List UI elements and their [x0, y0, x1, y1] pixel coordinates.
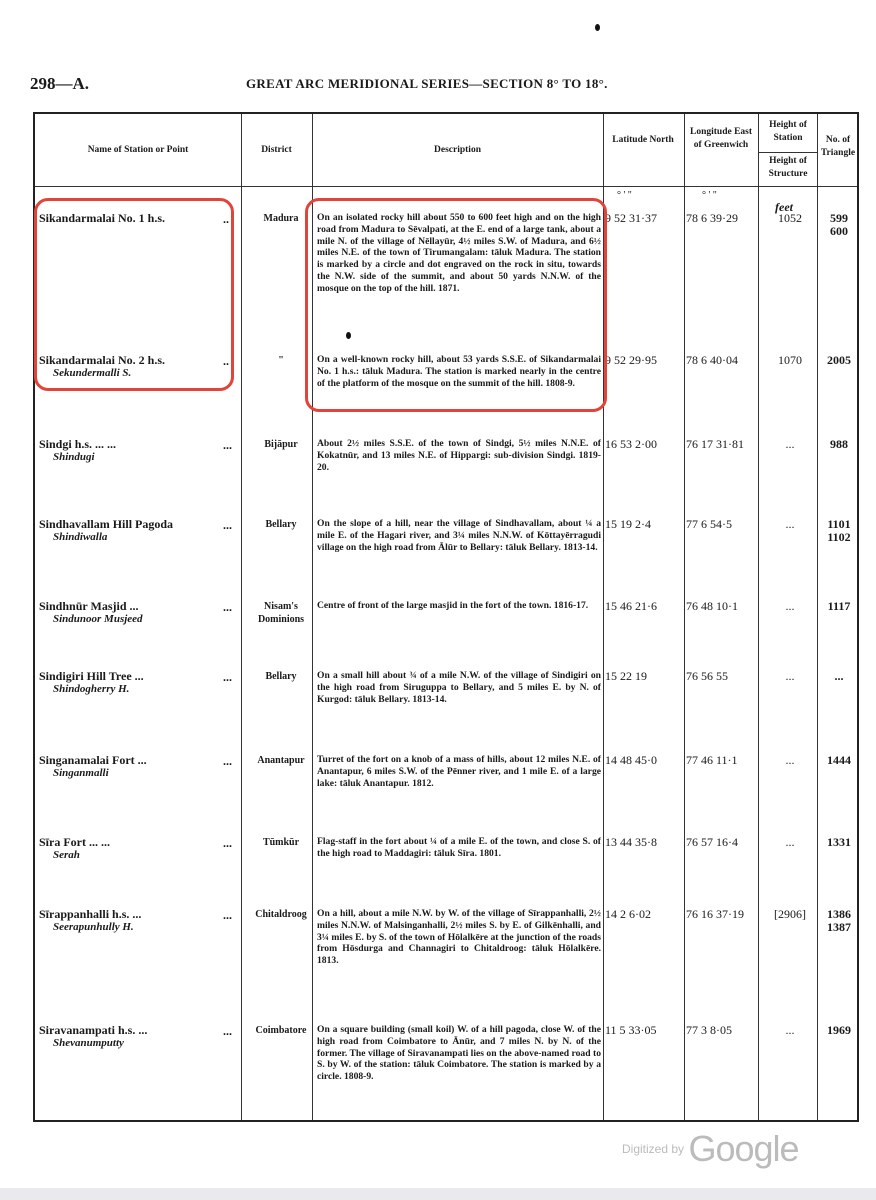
station-name-block: [39, 754, 239, 780]
station-name: Sindhnūr Masjid ...: [39, 599, 139, 613]
longitude: 76 56 55: [686, 669, 728, 683]
triangle-number: 1101 1102: [827, 517, 851, 544]
district: Nisam's Dominions: [257, 601, 305, 625]
station-name-block: [39, 836, 239, 862]
station-name: Sikandarmalai No. 1 h.s.: [39, 211, 166, 225]
station-name-block: [39, 518, 239, 544]
district: Madura: [263, 213, 299, 224]
height-units: feet: [775, 200, 793, 214]
column-divider: [817, 114, 818, 1120]
description: Flag-staff in the fort about ¼ of a mile E. of the town, and close S. of the high road to Maddagiri: tāluk Sīra. 1801.: [317, 836, 601, 859]
leader-dots: ..: [223, 212, 229, 226]
longitude: 78 6 40·04: [686, 353, 738, 367]
district: ": [278, 355, 284, 366]
district: Tūmkūr: [262, 837, 300, 848]
latitude: 16 53 2·00: [605, 437, 657, 451]
station-name: Sindgi h.s. ... ...: [39, 437, 117, 451]
description: On a hill, about a mile N.W. by W. of the village of Sīrappanhalli, 2½ miles N.N.W. of Malsinganhalli, 2½ miles S. by E. of Gilkēnhalli, and 3¼ miles E. by S. of the town of Hōlalkēre at the junction of the roads from Hōsdurga and Channagiri to Chitaldroog: tāluk Hōlalkēre. 1813.: [317, 908, 601, 967]
google-logo: Google: [688, 1128, 799, 1169]
longitude: 78 6 39·29: [686, 211, 738, 225]
height-subdivider: [758, 152, 817, 153]
station-alt-name: Sindunoor Musjeed: [53, 613, 143, 625]
station-name-block: [39, 670, 239, 696]
district: Bellary: [265, 671, 297, 682]
bottom-strip: [0, 1188, 876, 1200]
district: Coimbatore: [255, 1025, 307, 1036]
height: ...: [785, 669, 795, 683]
highlight-names-box: [34, 198, 234, 391]
header-divider: [35, 186, 857, 187]
leader-dots: ...: [223, 518, 232, 532]
column-divider: [241, 114, 242, 1120]
longitude: 76 57 16·4: [686, 835, 738, 849]
ink-speck: [346, 332, 351, 339]
latitude: 13 44 35·8: [605, 835, 657, 849]
height: ...: [785, 437, 795, 451]
description: On a well-known rocky hill, about 53 yards S.S.E. of Sikandarmalai No. 1 h.s.: tāluk Madura. The station is marked nearly in the centre of the platform of the mosque on the summit of the hill. 1808-9.: [317, 354, 601, 389]
station-alt-name: Serah: [53, 849, 80, 861]
station-alt-name: Shevanumputty: [53, 1037, 124, 1049]
station-alt-name: Sekundermalli S.: [53, 367, 132, 379]
triangle-number: 1444: [827, 753, 851, 767]
station-name: Sindhavallam Hill Pagoda: [39, 517, 174, 531]
district: Chitaldroog: [255, 909, 307, 920]
station-name-block: [39, 600, 239, 626]
station-name-block: [39, 1024, 239, 1050]
description: On an isolated rocky hill about 550 to 600 feet high and on the high road from Madura to Sēvalpati, at the E. end of a large tank, about a mile N. of the village of Nēllayūr, 4½ miles S.W. of Madura, and 6½ miles N.E. of the town of Tirumangalam: tāluk Madura. The station is marked by a circle and dot engraved on the rock in situ, towards the N.W. side of the summit, and about 50 yards N.N.W. of the mosque on the top of the hill. 1871.: [317, 212, 601, 294]
column-divider: [684, 114, 685, 1120]
triangle-number: 988: [830, 437, 848, 451]
height: ...: [785, 599, 795, 613]
district: Bijāpur: [264, 439, 298, 450]
station-alt-name: Shindugi: [53, 451, 95, 463]
triangle-number: 1969: [827, 1023, 851, 1037]
station-name: Sīrappanhalli h.s. ...: [39, 907, 142, 921]
station-alt-name: Singanmalli: [53, 767, 109, 779]
station-alt-name: Seerapunhully H.: [53, 921, 134, 933]
watermark-by: Digitized by: [622, 1142, 685, 1156]
latitude: 9 52 29·95: [605, 353, 657, 367]
district: Bellary: [265, 519, 297, 530]
leader-dots: ...: [223, 438, 232, 452]
leader-dots: ...: [223, 1024, 232, 1038]
height: 1070: [778, 353, 802, 367]
leader-dots: ...: [223, 836, 232, 850]
header-latitude: Latitude North: [612, 135, 674, 145]
triangle-number: 1386 1387: [827, 907, 851, 934]
column-divider: [758, 114, 759, 1120]
header-height-structure: Height of Structure: [768, 156, 808, 179]
description: On the slope of a hill, near the village of Sindhavallam, about ¼ a mile E. of the Hagari river, and 3¼ miles N.N.W. of Kōttayērragudi village on the high road from Ālūr to Bellary: tāluk Bellary. 1813-14.: [317, 518, 601, 553]
longitude: 76 48 10·1: [686, 599, 738, 613]
station-name: Sindigiri Hill Tree ...: [39, 669, 144, 683]
height: ...: [785, 753, 795, 767]
description: On a small hill about ¾ of a mile N.W. of the village of Sindigiri on the high road from Siruguppa to Bellary, and 5 miles E. by N. of Kurgod: tāluk Bellary. 1813-14.: [317, 670, 601, 705]
height: ...: [785, 517, 795, 531]
header-triangle: No. of Triangle: [820, 135, 856, 158]
longitude: 77 46 11·1: [686, 753, 738, 767]
leader-dots: ...: [223, 670, 232, 684]
header-longitude: Longitude East of Greenwich: [689, 127, 753, 150]
longitude: 77 6 54·5: [686, 517, 732, 531]
station-name: Siravanampati h.s. ...: [39, 1023, 148, 1037]
station-name: Sikandarmalai No. 2 h.s.: [39, 353, 166, 367]
latitude: 15 19 2·4: [605, 517, 651, 531]
station-name: Singanamalai Fort ...: [39, 753, 147, 767]
latitude: 14 48 45·0: [605, 753, 657, 767]
height: ...: [785, 835, 795, 849]
station-name-block: [39, 908, 239, 934]
header-height-station: Height of Station: [769, 120, 807, 143]
longitude: 76 17 31·81: [686, 437, 744, 451]
header-name: Name of Station or Point: [87, 145, 189, 155]
description: About 2½ miles S.S.E. of the town of Sindgi, 5½ miles N.N.E. of Kokatnūr, and 13 miles N.E. of Hippargi: sub-division Sindgi. 1819-20.: [317, 438, 601, 473]
triangle-number: 1117: [827, 599, 851, 613]
triangle-number: 1331: [827, 835, 851, 849]
latitude: 15 22 19: [605, 669, 647, 683]
latitude: 14 2 6·02: [605, 907, 651, 921]
latitude: 9 52 31·37: [605, 211, 657, 225]
triangle-number: 599 600: [830, 211, 848, 238]
triangle-number: ...: [834, 669, 844, 683]
highlight-description-box: [305, 198, 607, 412]
longitude: 76 16 37·19: [686, 907, 744, 921]
district: Anantapur: [257, 755, 305, 766]
description: Centre of front of the large masjid in the fort of the town. 1816-17.: [317, 600, 589, 611]
leader-dots: ...: [223, 600, 232, 614]
height: ...: [785, 1023, 795, 1037]
ink-speck: [595, 24, 600, 31]
latitude: 15 46 21·6: [605, 599, 657, 613]
height: [2906]: [774, 907, 806, 921]
station-alt-name: Shindogherry H.: [53, 683, 130, 695]
page-number: 298—A.: [30, 74, 90, 93]
triangle-number: 2005: [827, 353, 851, 367]
page-title: GREAT ARC MERIDIONAL SERIES—SECTION 8° TO 18°.: [246, 76, 608, 91]
header-district: District: [261, 145, 292, 155]
latitude: 11 5 33·05: [605, 1023, 657, 1037]
leader-dots: ...: [223, 908, 232, 922]
station-name: Sīra Fort ... ...: [39, 835, 110, 849]
longitude-units: ° ' ": [702, 190, 717, 201]
latitude-units: ° ' ": [617, 190, 632, 201]
digitized-by-google-watermark: [622, 1128, 799, 1170]
station-alt-name: Shindiwalla: [53, 531, 108, 543]
longitude: 77 3 8·05: [686, 1023, 732, 1037]
height: 1052: [778, 211, 802, 225]
description: Turret of the fort on a knob of a mass of hills, about 12 miles N.E. of Anantapur, 6 miles S.W. of the Pēnner river, and 1 mile E. of a large lake: tāluk Anantapur. 1812.: [317, 754, 601, 789]
description: On a square building (small koil) W. of a hill pagoda, close W. of the high road from Coimbatore to Ānūr, and 7 miles N. by N. of the former. The village of Siravanampati lies on the above-named road to S. by W. of the station: tāluk Coimbatore. The station is marked by a circle. 1808-9.: [317, 1024, 601, 1083]
station-name-block: [39, 438, 239, 464]
leader-dots: ..: [223, 354, 229, 368]
leader-dots: ...: [223, 754, 232, 768]
header-description: Description: [434, 145, 481, 155]
